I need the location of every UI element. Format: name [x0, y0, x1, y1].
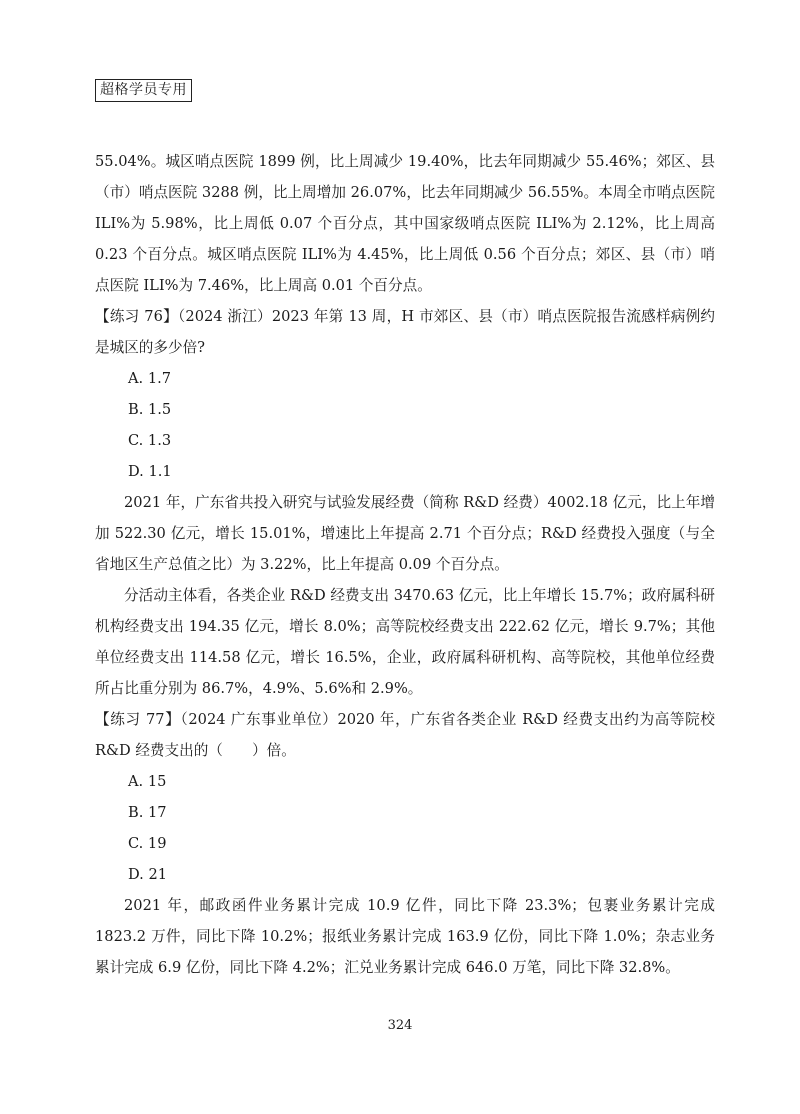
exercise-76-option-d: D. 1.1: [128, 463, 172, 480]
rd-by-entity-paragraph: 分活动主体看，各类企业 R&D 经费支出 3470.63 亿元，比上年增长 15.7%；政府属科研机构经费支出 194.35 亿元，增长 8.0%；高等院校经费支出 222.62 亿元，增长 9.7%；其他单位经费支出 114.58 亿元，增长 16.5%，企业，政府属科研机构、高等院校，其他单位经费所占比重分别为 86.7%，4.9%、5.6%和 2.9%。: [95, 587, 715, 697]
exercise-76-option-a: A. 1.7: [128, 370, 172, 387]
flu-data-paragraph: 55.04%。城区哨点医院 1899 例，比上周减少 19.40%，比去年同期减少 55.46%；郊区、县（市）哨点医院 3288 例，比上周增加 26.07%，比去年同期减少 56.55%。本周全市哨点医院 ILI%为 5.98%，比上周低 0.07 个百分点，其中国家级哨点医院 ILI%为 2.12%，比上周高 0.23 个百分点。城区哨点医院 ILI%为 4.45%，比上周低 0.56 个百分点；郊区、县（市）哨点医院 ILI%为 7.46%，比上周高 0.01 个百分点。: [95, 153, 715, 294]
page-number: 324: [387, 1018, 413, 1033]
document-body: [95, 146, 715, 983]
exercise-76-option-b: B. 1.5: [128, 401, 172, 418]
exercise-77-option-d: D. 21: [128, 866, 168, 883]
exercise-77-option-a: A. 15: [128, 773, 167, 790]
postal-business-paragraph: 2021 年，邮政函件业务累计完成 10.9 亿件，同比下降 23.3%；包裹业务累计完成 1823.2 万件，同比下降 10.2%；报纸业务累计完成 163.9 亿份，同比下降 1.0%；杂志业务累计完成 6.9 亿份，同比下降 4.2%；汇兑业务累计完成 646.0 万笔，同比下降 32.8%。: [95, 897, 715, 976]
student-only-badge: 超格学员专用: [95, 79, 192, 102]
exercise-77-question: 【练习 77】（2024 广东事业单位）2020 年，广东省各类企业 R&D 经费支出约为高等院校 R&D 经费支出的（ ）倍。: [95, 711, 715, 759]
exercise-76-option-c: C. 1.3: [128, 432, 172, 449]
exercise-76-question: 【练习 76】（2024 浙江）2023 年第 13 周，H 市郊区、县（市）哨点医院报告流感样病例约是城区的多少倍?: [95, 308, 715, 356]
exercise-77-option-b: B. 17: [128, 804, 167, 821]
exercise-77-option-c: C. 19: [128, 835, 167, 852]
rd-overview-paragraph: 2021 年，广东省共投入研究与试验发展经费（简称 R&D 经费）4002.18 亿元，比上年增加 522.30 亿元，增长 15.01%，增速比上年提高 2.71 个百分点；R&D 经费投入强度（与全省地区生产总值之比）为 3.22%，比上年提高 0.09 个百分点。: [95, 494, 715, 573]
